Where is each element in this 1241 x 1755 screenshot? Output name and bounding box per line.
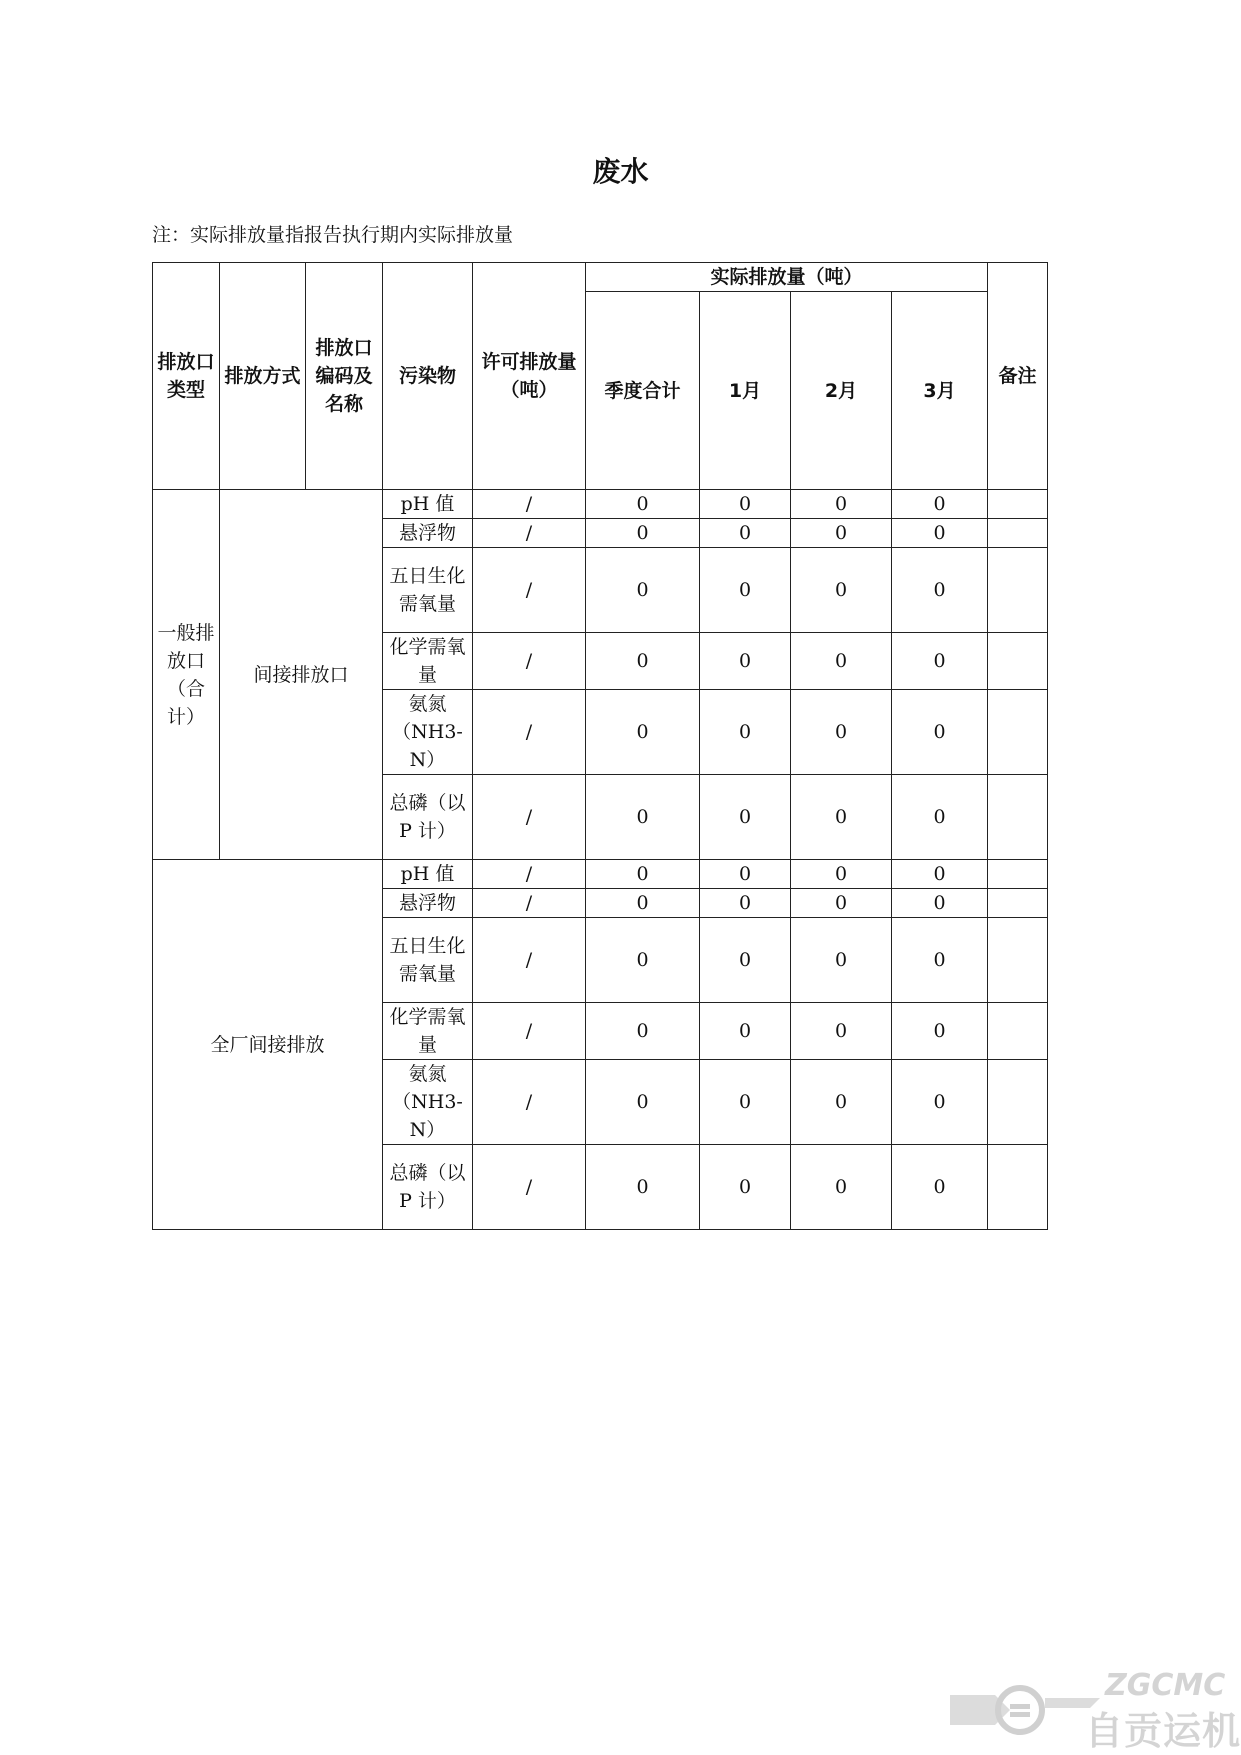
wastewater-table xyxy=(152,262,1048,1230)
pollutant-cell: 五日生化需氧量 xyxy=(383,548,473,633)
remark-cell xyxy=(988,775,1048,860)
month3-cell: 0 xyxy=(892,548,988,633)
month2-cell: 0 xyxy=(791,490,892,519)
month2-cell: 0 xyxy=(791,633,892,690)
quarter-cell: 0 xyxy=(586,1145,700,1230)
month2-cell: 0 xyxy=(791,860,892,889)
remark-cell xyxy=(988,633,1048,690)
quarter-cell: 0 xyxy=(586,519,700,548)
pollutant-cell: 悬浮物 xyxy=(383,889,473,918)
pollutant-cell: 总磷（以 P 计） xyxy=(383,1145,473,1230)
quarter-cell: 0 xyxy=(586,490,700,519)
remark-cell xyxy=(988,1060,1048,1145)
watermark-en: ZGCMC xyxy=(1105,1668,1226,1703)
permitted-cell: / xyxy=(473,519,586,548)
month1-cell: 0 xyxy=(700,1145,791,1230)
month3-cell: 0 xyxy=(892,860,988,889)
plant-indirect-discharge: 全厂间接排放 xyxy=(153,860,383,1230)
month3-cell: 0 xyxy=(892,1145,988,1230)
month1-cell: 0 xyxy=(700,690,791,775)
pollutant-cell: 氨氮（NH3-N） xyxy=(383,1060,473,1145)
month3-cell: 0 xyxy=(892,490,988,519)
header-quarter-total: 季度合计 xyxy=(586,292,700,490)
quarter-cell: 0 xyxy=(586,633,700,690)
pollutant-cell: 化学需氧量 xyxy=(383,1003,473,1060)
month1-cell: 0 xyxy=(700,548,791,633)
month2-cell: 0 xyxy=(791,775,892,860)
month1-cell: 0 xyxy=(700,775,791,860)
month2-cell: 0 xyxy=(791,1060,892,1145)
header-actual-emission: 实际排放量（吨） xyxy=(586,263,988,292)
table-row xyxy=(153,490,1048,519)
remark-cell xyxy=(988,548,1048,633)
permitted-cell: / xyxy=(473,1060,586,1145)
quarter-cell: 0 xyxy=(586,548,700,633)
note-text: 注：实际排放量指报告执行期内实际排放量 xyxy=(152,224,514,246)
remark-cell xyxy=(988,860,1048,889)
month1-cell: 0 xyxy=(700,889,791,918)
month2-cell: 0 xyxy=(791,519,892,548)
pollutant-cell: 氨氮（NH3-N） xyxy=(383,690,473,775)
header-outlet-type: 排放口类型 xyxy=(153,263,220,490)
month3-cell: 0 xyxy=(892,775,988,860)
permitted-cell: / xyxy=(473,490,586,519)
permitted-cell: / xyxy=(473,633,586,690)
month3-cell: 0 xyxy=(892,918,988,1003)
quarter-cell: 0 xyxy=(586,889,700,918)
pollutant-cell: 化学需氧量 xyxy=(383,633,473,690)
remark-cell xyxy=(988,490,1048,519)
permitted-cell: / xyxy=(473,860,586,889)
header-month-1: 1月 xyxy=(700,292,791,490)
permitted-cell: / xyxy=(473,918,586,1003)
month1-cell: 0 xyxy=(700,519,791,548)
permitted-cell: / xyxy=(473,1003,586,1060)
permitted-cell: / xyxy=(473,548,586,633)
quarter-cell: 0 xyxy=(586,1003,700,1060)
month1-cell: 0 xyxy=(700,1060,791,1145)
month2-cell: 0 xyxy=(791,889,892,918)
remark-cell xyxy=(988,690,1048,775)
month1-cell: 0 xyxy=(700,1003,791,1060)
month2-cell: 0 xyxy=(791,1003,892,1060)
month1-cell: 0 xyxy=(700,633,791,690)
header-outlet-code: 排放口编码及名称 xyxy=(306,263,383,490)
remark-cell xyxy=(988,1003,1048,1060)
header-month-3: 3月 xyxy=(892,292,988,490)
watermark-cn: 自贡运机 xyxy=(1085,1709,1241,1753)
header-permitted: 许可排放量（吨） xyxy=(473,263,586,490)
quarter-cell: 0 xyxy=(586,775,700,860)
month1-cell: 0 xyxy=(700,490,791,519)
quarter-cell: 0 xyxy=(586,918,700,1003)
pollutant-cell: pH 值 xyxy=(383,490,473,519)
month3-cell: 0 xyxy=(892,690,988,775)
month1-cell: 0 xyxy=(700,918,791,1003)
quarter-cell: 0 xyxy=(586,860,700,889)
month3-cell: 0 xyxy=(892,1003,988,1060)
remark-cell xyxy=(988,519,1048,548)
month3-cell: 0 xyxy=(892,1060,988,1145)
permitted-cell: / xyxy=(473,775,586,860)
pollutant-cell: 总磷（以 P 计） xyxy=(383,775,473,860)
quarter-cell: 0 xyxy=(586,1060,700,1145)
month2-cell: 0 xyxy=(791,918,892,1003)
pollutant-cell: 悬浮物 xyxy=(383,519,473,548)
remark-cell xyxy=(988,889,1048,918)
month2-cell: 0 xyxy=(791,548,892,633)
header-discharge-method: 排放方式 xyxy=(220,263,306,490)
outlet-type-general: 一般排放口（合计） xyxy=(153,490,220,860)
discharge-method-indirect: 间接排放口 xyxy=(220,490,383,860)
remark-cell xyxy=(988,1145,1048,1230)
quarter-cell: 0 xyxy=(586,690,700,775)
month2-cell: 0 xyxy=(791,1145,892,1230)
table-row xyxy=(153,860,1048,889)
month3-cell: 0 xyxy=(892,889,988,918)
month3-cell: 0 xyxy=(892,519,988,548)
pollutant-cell: pH 值 xyxy=(383,860,473,889)
header-pollutant: 污染物 xyxy=(383,263,473,490)
month1-cell: 0 xyxy=(700,860,791,889)
remark-cell xyxy=(988,918,1048,1003)
page-title: 废水 xyxy=(592,155,649,188)
permitted-cell: / xyxy=(473,889,586,918)
month3-cell: 0 xyxy=(892,633,988,690)
header-remarks: 备注 xyxy=(988,263,1048,490)
permitted-cell: / xyxy=(473,690,586,775)
month2-cell: 0 xyxy=(791,690,892,775)
header-month-2: 2月 xyxy=(791,292,892,490)
permitted-cell: / xyxy=(473,1145,586,1230)
pollutant-cell: 五日生化需氧量 xyxy=(383,918,473,1003)
